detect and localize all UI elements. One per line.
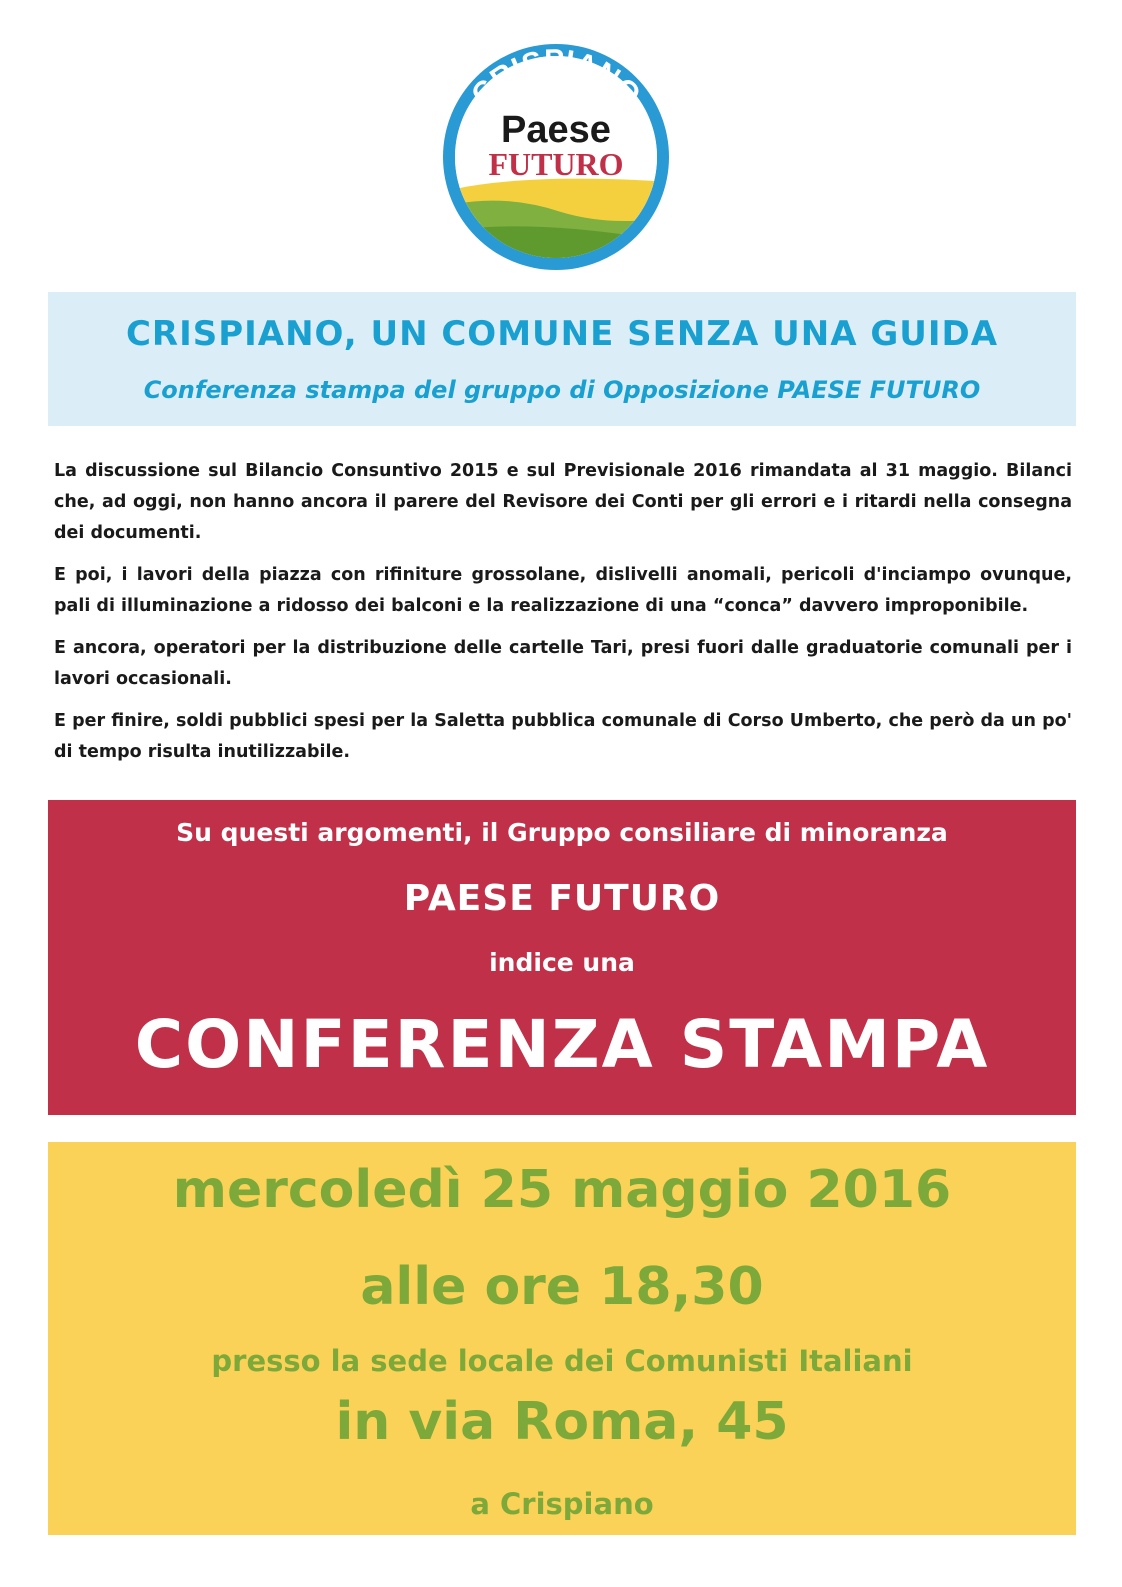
logo-futuro-text: FUTURO [488, 146, 624, 182]
paragraph: E poi, i lavori della piazza con rifiniture grossolane, dislivelli anomali, pericoli d'inciampo ovunque, pali di illuminazione a ridosso dei balconi e la realizzazione di una “conca” davvero improponibile. [54, 565, 1072, 616]
paragraph: E ancora, operatori per la distribuzione delle cartelle Tari, presi fuori dalle graduatorie comunali per i lavori occasionali. [54, 638, 1072, 689]
event-time: alle ore 18,30 [360, 1257, 764, 1317]
body-text [54, 456, 1072, 779]
announcement-intro: Su questi argomenti, il Gruppo consiliare di minoranza [176, 818, 948, 847]
event-details-box [48, 1142, 1076, 1535]
event-date: mercoledì 25 maggio 2016 [172, 1160, 952, 1220]
event-address: in via Roma, 45 [335, 1392, 789, 1452]
crispiano-paese-futuro-logo [441, 42, 671, 272]
page-title: CRISPIANO, UN COMUNE SENZA UNA GUIDA [125, 314, 999, 354]
group-name: PAESE FUTURO [403, 878, 721, 919]
announcement-verb: indice una [489, 948, 635, 977]
page-subtitle: Conferenza stampa del gruppo di Opposizione PAESE FUTURO [143, 376, 981, 404]
paragraph: E per finire, soldi pubblici spesi per la Saletta pubblica comunale di Corso Umberto, che però da un po' di tempo risulta inutilizzabile. [54, 711, 1072, 762]
event-venue: presso la sede locale dei Comunisti Italiani [211, 1344, 913, 1378]
event-type: CONFERENZA STAMPA [134, 1006, 990, 1083]
paragraph: La discussione sul Bilancio Consuntivo 2015 e sul Previsionale 2016 rimandata al 31 maggio. Bilanci che, ad oggi, non hanno ancora il parere del Revisore dei Conti per gli errori e i ritardi nella consegna dei documenti. [54, 461, 1072, 543]
logo-paese-text: Paese [501, 109, 611, 151]
logo-arc-text: CRISPIANO [464, 43, 647, 112]
event-city: a Crispiano [470, 1487, 654, 1521]
announcement-box [48, 800, 1076, 1115]
header-box [48, 292, 1076, 426]
